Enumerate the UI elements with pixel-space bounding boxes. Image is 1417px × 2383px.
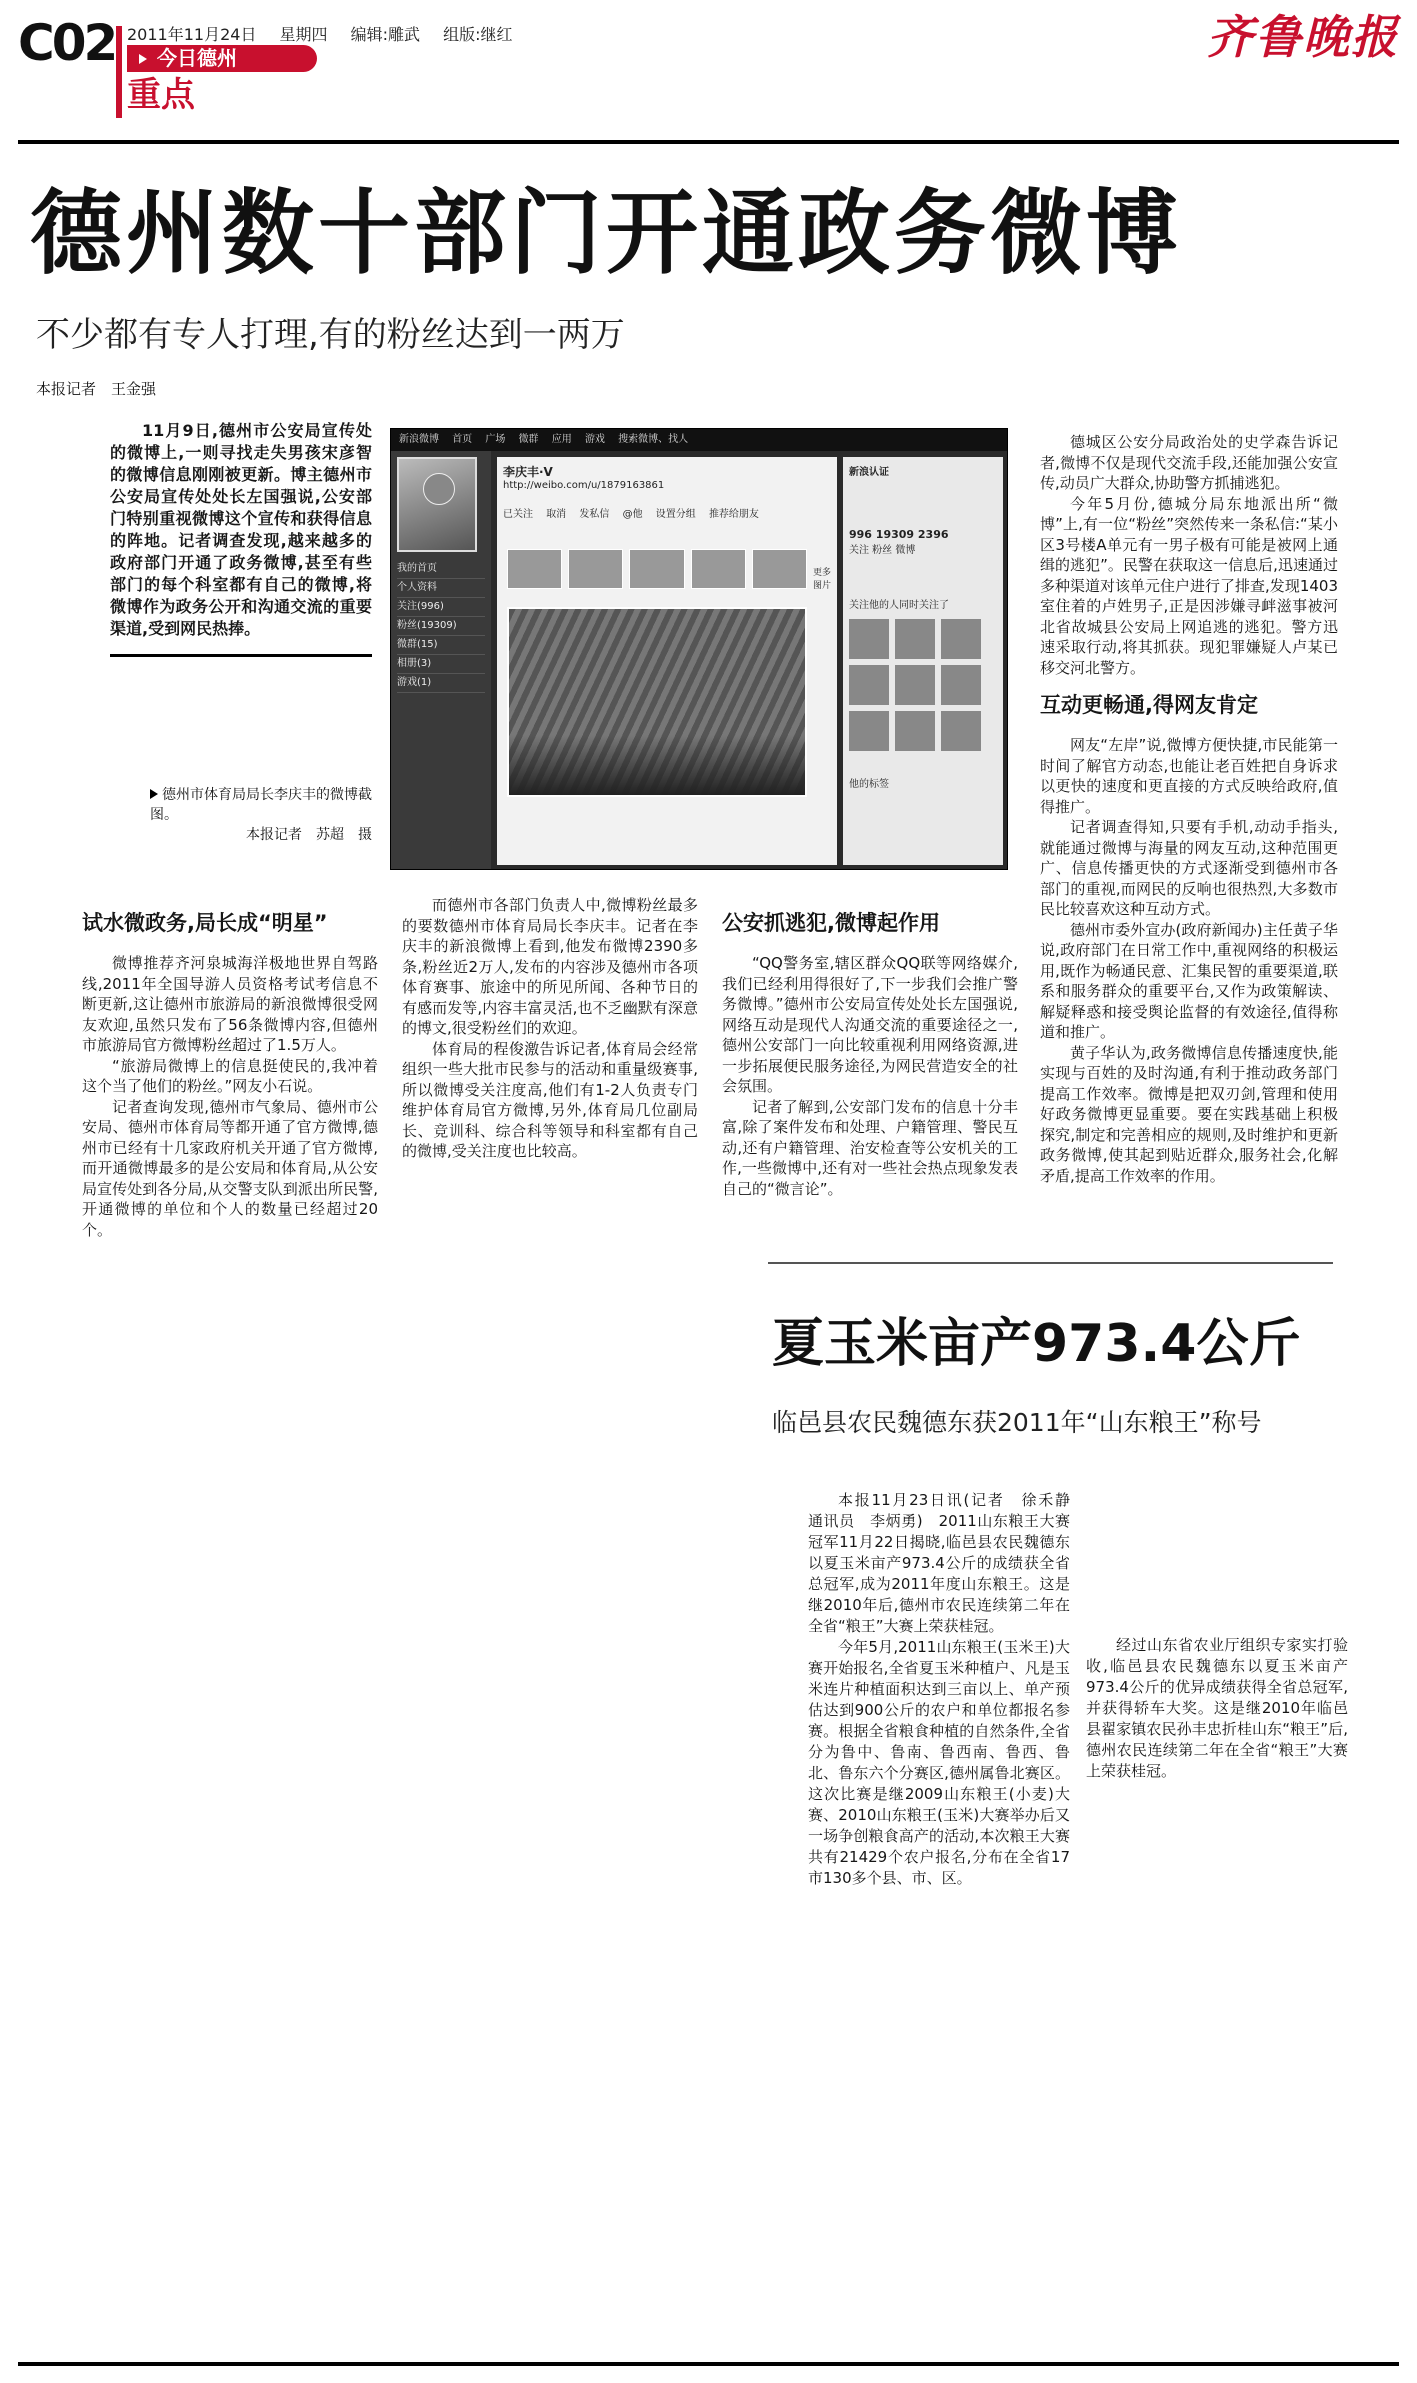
page-layout: 组版:继红 — [443, 25, 513, 44]
verified-label: 新浪认证 — [849, 467, 889, 478]
section-b-heading: 公安抓逃犯,微博起作用 — [722, 911, 940, 935]
photo-thumbnails — [507, 549, 807, 589]
caption-text: 德州市体育局局长李庆丰的微博截图。 — [150, 787, 372, 823]
screenshot-sidebar: 我的首页 个人资料 关注(996) 粉丝(19309) 微群(15) 相册(3) 游戏(1) — [391, 451, 491, 870]
page-weekday: 星期四 — [279, 25, 328, 44]
kicker-bar — [116, 26, 122, 118]
column-3: 公安抓逃犯,微博起作用 “QQ警务室,辖区群众QQ联等网络媒介,我们已经利用得很好了,下一步我们会推广警务微博。”德州市公安局宣传处处长左国强说,网络互动是现代人沟通交流的重要途径之一,德州公安部门一向比较重视利用网络资源,进一步拓展便民服务途径,为网民营造安全的社会氛围。 记者了解到,公安部门发布的信息十分丰富,除了案件发布和处理、户籍管理、警民互动,还有户籍管理、治安检查等公安机关的工作,一些微博中,还有对一些社会热点现象发表自己的“微言论”。 — [722, 911, 1018, 1198]
related-heading: 关注他的人同时关注了 — [849, 600, 949, 611]
bottom-rule — [18, 2362, 1399, 2366]
section-c-heading: 互动更畅通,得网友肯定 — [1040, 693, 1258, 717]
page-kicker: 重点 — [127, 75, 195, 115]
screenshot-right-panel — [843, 457, 1003, 865]
screenshot-main — [497, 457, 837, 865]
story-divider — [768, 1262, 1333, 1264]
weibo-screenshot — [390, 428, 1008, 870]
story2-column-2: 经过山东省农业厅组织专家实打验收,临邑县农民魏德东以夏玉米亩产973.4公斤的优异成绩获得全省总冠军,并获得轿车大奖。这是继2010年临邑县翟家镇农民孙丰忠折桂山东“粮王”后,德州农民连续第二年在全省“粮王”大赛上荣获桂冠。 — [1086, 1636, 1348, 1780]
newspaper-logo: 齐鲁晚报 — [1207, 10, 1399, 64]
screenshot-topbar: 新浪微博 首页 广场 微群 应用 游戏 搜索微博、找人 — [391, 429, 1007, 451]
caption-credit: 本报记者 苏超 摄 — [246, 827, 372, 843]
screenshot-tabs: 已关注 取消 发私信 @他 设置分组 推荐给朋友 — [503, 509, 759, 520]
page-editor: 编辑:雕武 — [350, 25, 421, 44]
screenshot-logo: 新浪微博 — [399, 434, 439, 445]
page-number: C02 — [18, 14, 116, 72]
page-date: 2011年11月24日 — [127, 25, 257, 44]
column-4: 德城区公安分局政治处的史学森告诉记者,微博不仅是现代交流手段,还能加强公安宣传,动员广大群众,协助警方抓捕逃犯。 今年5月份,德城分局东地派出所“微博”上,有一位“粉丝”突然传来一条私信:“某小区3号楼A单元有一男子极有可能是被网上通缉的逃犯”。民警在获取这一信息后,迅速通过多种渠道对该单元住户进行了排查,发现1403室住着的卢姓男子,正是因涉嫌寻衅滋事被河北省故城县公安局上网追逃的逃犯。警方迅速采取行动,将其抓获。现犯罪嫌疑人卢某已移交河北警方。 互动更畅通,得网友肯定 网友“左岸”说,微博方便快捷,市民能第一时间了解官方动态,也能让老百姓把自身诉求以更快的速度和更直接的方式反映给政府,值得推广。 记者调查得知,只要有手机,动动手指头,就能通过微博与海量的网友互动,这种范围更广、信息传播更快的方式逐渐受到德州市各部门的重视,而网民的反响也很热烈,大多数市民比较喜欢这种互动方式。 德州市委外宣办(政府新闻办)主任黄子华说,政府部门在日常工作中,重视网络的积极运用,既作为畅通民意、汇集民智的重要渠道,联系和服务群众的重要平台,又作为政策解读、解疑释惑和接受舆论监督的有效途径,值得称道和推广。 黄子华认为,政务微博信息传播速度快,能实现与百姓的及时沟通,有利于推动政务部门提高工作效率。微博是把双刃剑,管理和使用好政务微博更显重要。要在实践基础上积极探究,制定和完善相应的规则,及时维护和更新政务微博,使其起到贴近群众,服务社会,化解矛盾,提高工作效率的作用。 — [1040, 433, 1338, 1185]
screenshot-url: http://weibo.com/u/1879163861 — [503, 480, 665, 491]
caption-arrow-icon — [150, 789, 158, 799]
story2-headline: 夏玉米亩产973.4公斤 — [772, 1314, 1301, 1374]
lead-box — [110, 420, 372, 657]
photo-caption — [150, 785, 372, 845]
friend-avatars — [849, 619, 997, 751]
lead-paragraph: 11月9日,德州市公安局宣传处的微博上,一则寻找走失男孩宋彦智的微博信息刚刚被更新。博主德州市公安局宣传处处长左国强说,公安部门特别重视微博这个宣传和获得信息的阵地。记者调查发现,越来越多的政府部门开通了政务微博,甚至有些部门的每个科室都有自己的微博,将微博作为政务公开和沟通交流的重要渠道,受到网民热捧。 — [110, 421, 372, 638]
more-photos-link: 更多图片 — [813, 568, 832, 591]
follower-stat-labels: 关注 粉丝 微博 — [849, 545, 916, 556]
screenshot-username: 李庆丰·V — [503, 465, 553, 479]
screenshot-search: 搜索微博、找人 — [618, 434, 689, 445]
top-rule — [18, 140, 1399, 144]
main-subhead: 不少都有专人打理,有的粉丝达到一两万 — [36, 315, 625, 355]
main-headline: 德州数十部门开通政务微博 — [30, 180, 1183, 287]
follower-stats: 996 19309 2396 — [849, 528, 949, 541]
column-2: 而德州市各部门负责人中,微博粉丝最多的要数德州市体育局局长李庆丰。记者在李庆丰的新浪微博上看到,他发布微博2390多条,粉丝近2万人,发布的内容涉及德州市各项体育赛事、旅途中的所见所闻、各种节日的有感而发等,内容丰富灵活,也不乏幽默有深意的博文,很受粉丝们的欢迎。 体育局的程俊激告诉记者,体育局会经常组织一些大批市民参与的活动和重量级赛事,所以微博受关注度高,他们有1-2人负责专门维护体育局官方微博,另外,体育局几位副局长、竞训科、综合科等领导和科室都有自己的微博,受关注度也比较高。 — [402, 896, 698, 1160]
story2-subhead: 临邑县农民魏德东获2011年“山东粮王”称号 — [772, 1408, 1262, 1437]
section-tab: 今日德州 — [127, 45, 317, 72]
column-1: 试水微政务,局长成“明星” 微博推荐齐河泉城海洋极地世界自驾路线,2011年全国导游人员资格考试考信息不断更新,这让德州市旅游局的新浪微博很受网友欢迎,虽然只发布了56条微博内容,但德州市旅游局官方微博粉丝超过了1.5万人。 “旅游局微博上的信息挺使民的,我冲着这个当了他们的粉丝。”网友小石说。 记者查询发现,德州市气象局、德州市公安局、德州市体育局等都开通了官方微博,德州市已经有十几家政府机关开通了官方微博,而开通微博最多的是公安局和体育局,从公安局宣传处到各分局,从交警支队到派出所民警,开通微博的单位和个人的数量已经超过20个。 — [82, 911, 378, 1239]
cycling-photo — [507, 607, 807, 797]
section-a-heading: 试水微政务,局长成“明星” — [82, 911, 328, 935]
avatar — [397, 457, 477, 552]
page-meta — [127, 22, 531, 45]
byline: 本报记者 王金强 — [36, 380, 157, 398]
story2-column-1: 本报11月23日讯(记者 徐禾静 通讯员 李炳勇) 2011山东粮王大赛冠军11月22日揭晓,临邑县农民魏德东以夏玉米亩产973.4公斤的成绩获全省总冠军,成为2011年度山东粮王。这是继2010年后,德州市农民连续第二年在全省“粮王”大赛上荣获桂冠。 今年5月,2011山东粮王(玉米王)大赛开始报名,全省夏玉米种植户、凡是玉米连片种植面积达到三亩以上、单产预估达到900公斤的农户和单位都报名参赛。根据全省粮食种植的自然条件,全省分为鲁中、鲁南、鲁西南、鲁西、鲁北、鲁东六个分赛区,德州属鲁北赛区。这次比赛是继2009山东粮王(小麦)大赛、2010山东粮王(玉米)大赛举办后又一场争创粮食高产的活动,本次粮王大赛共有21429个农户报名,分布在全省17市130多个县、市、区。 — [808, 1491, 1086, 1887]
tags-label: 他的标签 — [849, 779, 889, 790]
